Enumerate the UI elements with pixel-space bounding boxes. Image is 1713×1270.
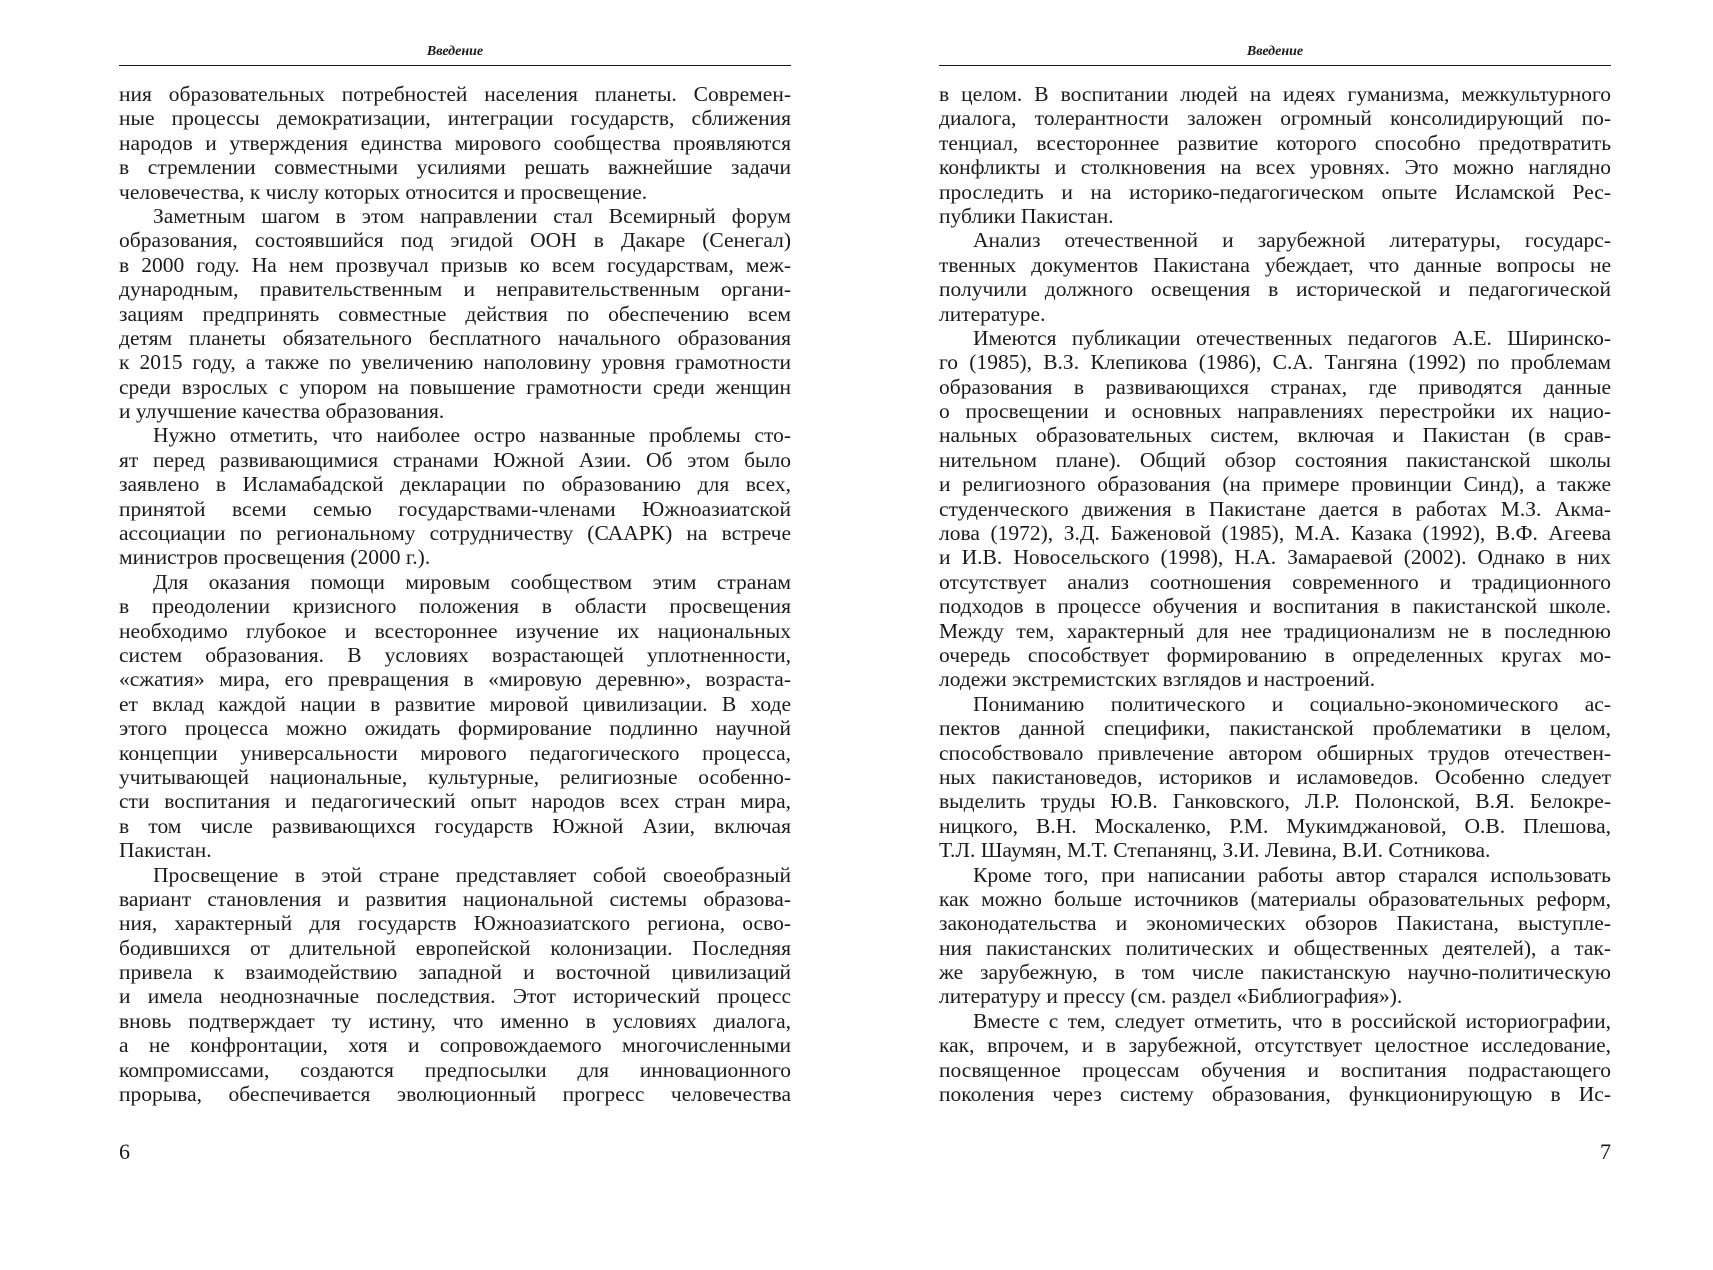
text-line: вариант становления и развития национальной системы образова- xyxy=(119,886,791,911)
text-line: прорыва, обеспечивается эволюционный прогресс человечества xyxy=(119,1082,791,1107)
text-line: народов и утверждения единства мирового сообщества проявляются xyxy=(119,130,791,155)
body-text xyxy=(119,82,791,1106)
text-line: очередь способствует формированию в определенных кругах мо- xyxy=(939,642,1611,667)
text-line: Кроме того, при написании работы автор старался использовать xyxy=(973,862,1611,887)
text-line: выделить труды Ю.В. Ганковского, Л.Р. Полонской, В.Я. Белокре- xyxy=(939,789,1611,814)
text-line: ассоциации по региональному сотрудничеству (СААРК) на встрече xyxy=(119,521,791,546)
right-page xyxy=(939,0,1611,1270)
header-rule xyxy=(939,65,1611,66)
text-line: образования в развивающихся странах, где приводятся данные xyxy=(939,374,1611,399)
text-line: лова (1972), З.Д. Баженовой (1985), М.А. Казака (1992), В.Ф. Агеева xyxy=(939,521,1611,546)
text-line: литературу и прессу (см. раздел «Библиография»). xyxy=(939,984,1403,1009)
text-line: твенных документов Пакистана убеждает, что данные вопросы не xyxy=(939,252,1611,277)
header-rule xyxy=(119,65,791,66)
text-line: получили должного освещения в исторической и педагогической xyxy=(939,277,1611,302)
text-line: зациям предпринять совместные действия по обеспечению всем xyxy=(119,301,791,326)
text-line: Нужно отметить, что наиболее остро названные проблемы сто- xyxy=(153,423,791,448)
page-number: 6 xyxy=(119,1139,130,1164)
running-head: Введение xyxy=(426,44,484,59)
text-line: Имеются публикации отечественных педагогов А.Е. Ширинско- xyxy=(973,325,1611,350)
text-line: поколения через систему образования, функционирующую в Ис- xyxy=(939,1082,1611,1107)
text-line: лодежи экстремистских взглядов и настроений. xyxy=(939,667,1376,692)
text-line: как, впрочем, и в зарубежной, отсутствует целостное исследование, xyxy=(939,1033,1611,1058)
text-line: законодательства и экономических обзоров Пакистана, выступле- xyxy=(939,911,1611,936)
text-line: учитывающей национальные, культурные, религиозные особенно- xyxy=(119,764,791,789)
text-line: концепции универсальности мирового педагогического процесса, xyxy=(119,740,791,765)
left-page xyxy=(119,0,791,1270)
text-line: в стремлении совместными усилиями решать важнейшие задачи xyxy=(119,155,791,180)
text-line: Заметным шагом в этом направлении стал Всемирный форум xyxy=(153,203,791,228)
text-line: Пониманию политического и социально-экономического ас- xyxy=(973,691,1611,716)
text-line: «сжатия» мира, его превращения в «мировую деревню», возраста- xyxy=(119,667,791,692)
text-line: диалога, толерантности заложен огромный консолидирующий по- xyxy=(939,106,1611,131)
text-line: пектов данной специфики, пакистанской проблематики в целом, xyxy=(939,716,1611,741)
text-line: в том числе развивающихся государств Южной Азии, включая xyxy=(119,813,791,838)
text-line: и религиозного образования (на примере провинции Синд), а также xyxy=(939,472,1611,497)
text-line: министров просвещения (2000 г.). xyxy=(119,545,431,570)
text-line: Просвещение в этой стране представляет собой своеобразный xyxy=(153,862,791,887)
text-line: сти воспитания и педагогический опыт народов всех стран мира, xyxy=(119,789,791,814)
text-line: а не конфронтации, хотя и сопровождаемого многочисленными xyxy=(119,1033,791,1058)
text-line: ных пакистановедов, историков и исламоведов. Особенно следует xyxy=(939,764,1611,789)
text-line: отсутствует анализ соотношения современного и традиционного xyxy=(939,569,1611,594)
text-line: бодившихся от длительной европейской колонизации. Последняя xyxy=(119,935,791,960)
text-line: принятой всеми семью государствами-членами Южноазиатской xyxy=(119,496,791,521)
text-line: ницкого, В.Н. Москаленко, Р.М. Мукимджановой, О.В. Плешова, xyxy=(939,813,1611,838)
text-line: необходимо глубокое и всестороннее изучение их национальных xyxy=(119,618,791,643)
text-line: ет вклад каждой нации в развитие мировой цивилизации. В ходе xyxy=(119,691,791,716)
text-line: человечества, к числу которых относится и просвещение. xyxy=(119,179,648,204)
text-line: публики Пакистан. xyxy=(939,203,1114,228)
page-number: 7 xyxy=(1600,1139,1611,1164)
text-line: Вместе с тем, следует отметить, что в российской историографии, xyxy=(973,1008,1611,1033)
text-line: вновь подтверждает ту истину, что именно в условиях диалога, xyxy=(119,1008,791,1033)
text-line: в целом. В воспитании людей на идеях гуманизма, межкультурного xyxy=(939,82,1611,106)
text-line: в 2000 году. На нем прозвучал призыв ко всем государствам, меж- xyxy=(119,252,791,277)
text-line: подходов в процессе обучения и воспитания в пакистанской школе. xyxy=(939,594,1611,619)
text-line: заявлено в Исламабадской декларации по образованию для всех, xyxy=(119,472,791,497)
text-line: в преодолении кризисного положения в области просвещения xyxy=(119,594,791,619)
text-line: этого процесса можно ожидать формирование подлинно научной xyxy=(119,716,791,741)
text-line: Для оказания помощи мировым сообществом этим странам xyxy=(153,569,791,594)
text-line: ят перед развивающимися странами Южной Азии. Об этом было xyxy=(119,447,791,472)
text-line: как можно больше источников (материалы образовательных реформ, xyxy=(939,886,1611,911)
text-line: посвященное процессам обучения и воспитания подрастающего xyxy=(939,1057,1611,1082)
text-line: Анализ отечественной и зарубежной литературы, государс- xyxy=(973,228,1611,253)
text-line: же зарубежную, в том числе пакистанскую научно-политическую xyxy=(939,960,1611,985)
text-line: способствовало привлечение автором обширных трудов отечествен- xyxy=(939,740,1611,765)
text-line: нительном плане). Общий обзор состояния пакистанской школы xyxy=(939,447,1611,472)
text-line: систем образования. В условиях возрастающей уплотненности, xyxy=(119,642,791,667)
text-line: Т.Л. Шаумян, М.Т. Степанянц, З.И. Левина, В.И. Сотникова. xyxy=(939,838,1491,863)
text-line: и имела неоднозначные последствия. Этот исторический процесс xyxy=(119,984,791,1009)
text-line: нальных образовательных систем, включая и Пакистан (в срав- xyxy=(939,423,1611,448)
text-line: студенческого движения в Пакистане дается в работах М.З. Акма- xyxy=(939,496,1611,521)
text-line: го (1985), В.З. Клепикова (1986), С.А. Тангяна (1992) по проблемам xyxy=(939,350,1611,375)
running-head: Введение xyxy=(1246,44,1304,59)
text-line: о просвещении и основных направлениях перестройки их нацио- xyxy=(939,399,1611,424)
text-line: привела к взаимодействию западной и восточной цивилизаций xyxy=(119,960,791,985)
text-line: проследить и на историко-педагогическом опыте Исламской Рес- xyxy=(939,179,1611,204)
text-line: образования, состоявшийся под эгидой ООН в Дакаре (Сенегал) xyxy=(119,228,791,253)
text-line: литературе. xyxy=(939,301,1046,326)
body-text xyxy=(939,82,1611,1106)
text-line: компромиссами, создаются предпосылки для инновационного xyxy=(119,1057,791,1082)
text-line: ния пакистанских политических и общественных деятелей), а так- xyxy=(939,935,1611,960)
text-line: тенциал, всестороннее развитие которого способно предотвратить xyxy=(939,130,1611,155)
text-line: и И.В. Новосельского (1998), Н.А. Замараевой (2002). Однако в них xyxy=(939,545,1611,570)
text-line: конфликты и столкновения на всех уровнях. Это можно наглядно xyxy=(939,155,1611,180)
text-line: ные процессы демократизации, интеграции государств, сближения xyxy=(119,106,791,131)
text-line: детям планеты обязательного бесплатного начального образования xyxy=(119,325,791,350)
text-line: среди взрослых с упором на повышение грамотности среди женщин xyxy=(119,374,791,399)
text-line: к 2015 году, а также по увеличению наполовину уровня грамотности xyxy=(119,350,791,375)
text-line: дународным, правительственным и неправительственным органи- xyxy=(119,277,791,302)
text-line: Пакистан. xyxy=(119,838,212,863)
text-line: ния образовательных потребностей населения планеты. Современ- xyxy=(119,82,791,106)
text-line: и улучшение качества образования. xyxy=(119,399,445,424)
text-line: Между тем, характерный для нее традиционализм не в последнюю xyxy=(939,618,1611,643)
text-line: ния, характерный для государств Южноазиатского региона, осво- xyxy=(119,911,791,936)
